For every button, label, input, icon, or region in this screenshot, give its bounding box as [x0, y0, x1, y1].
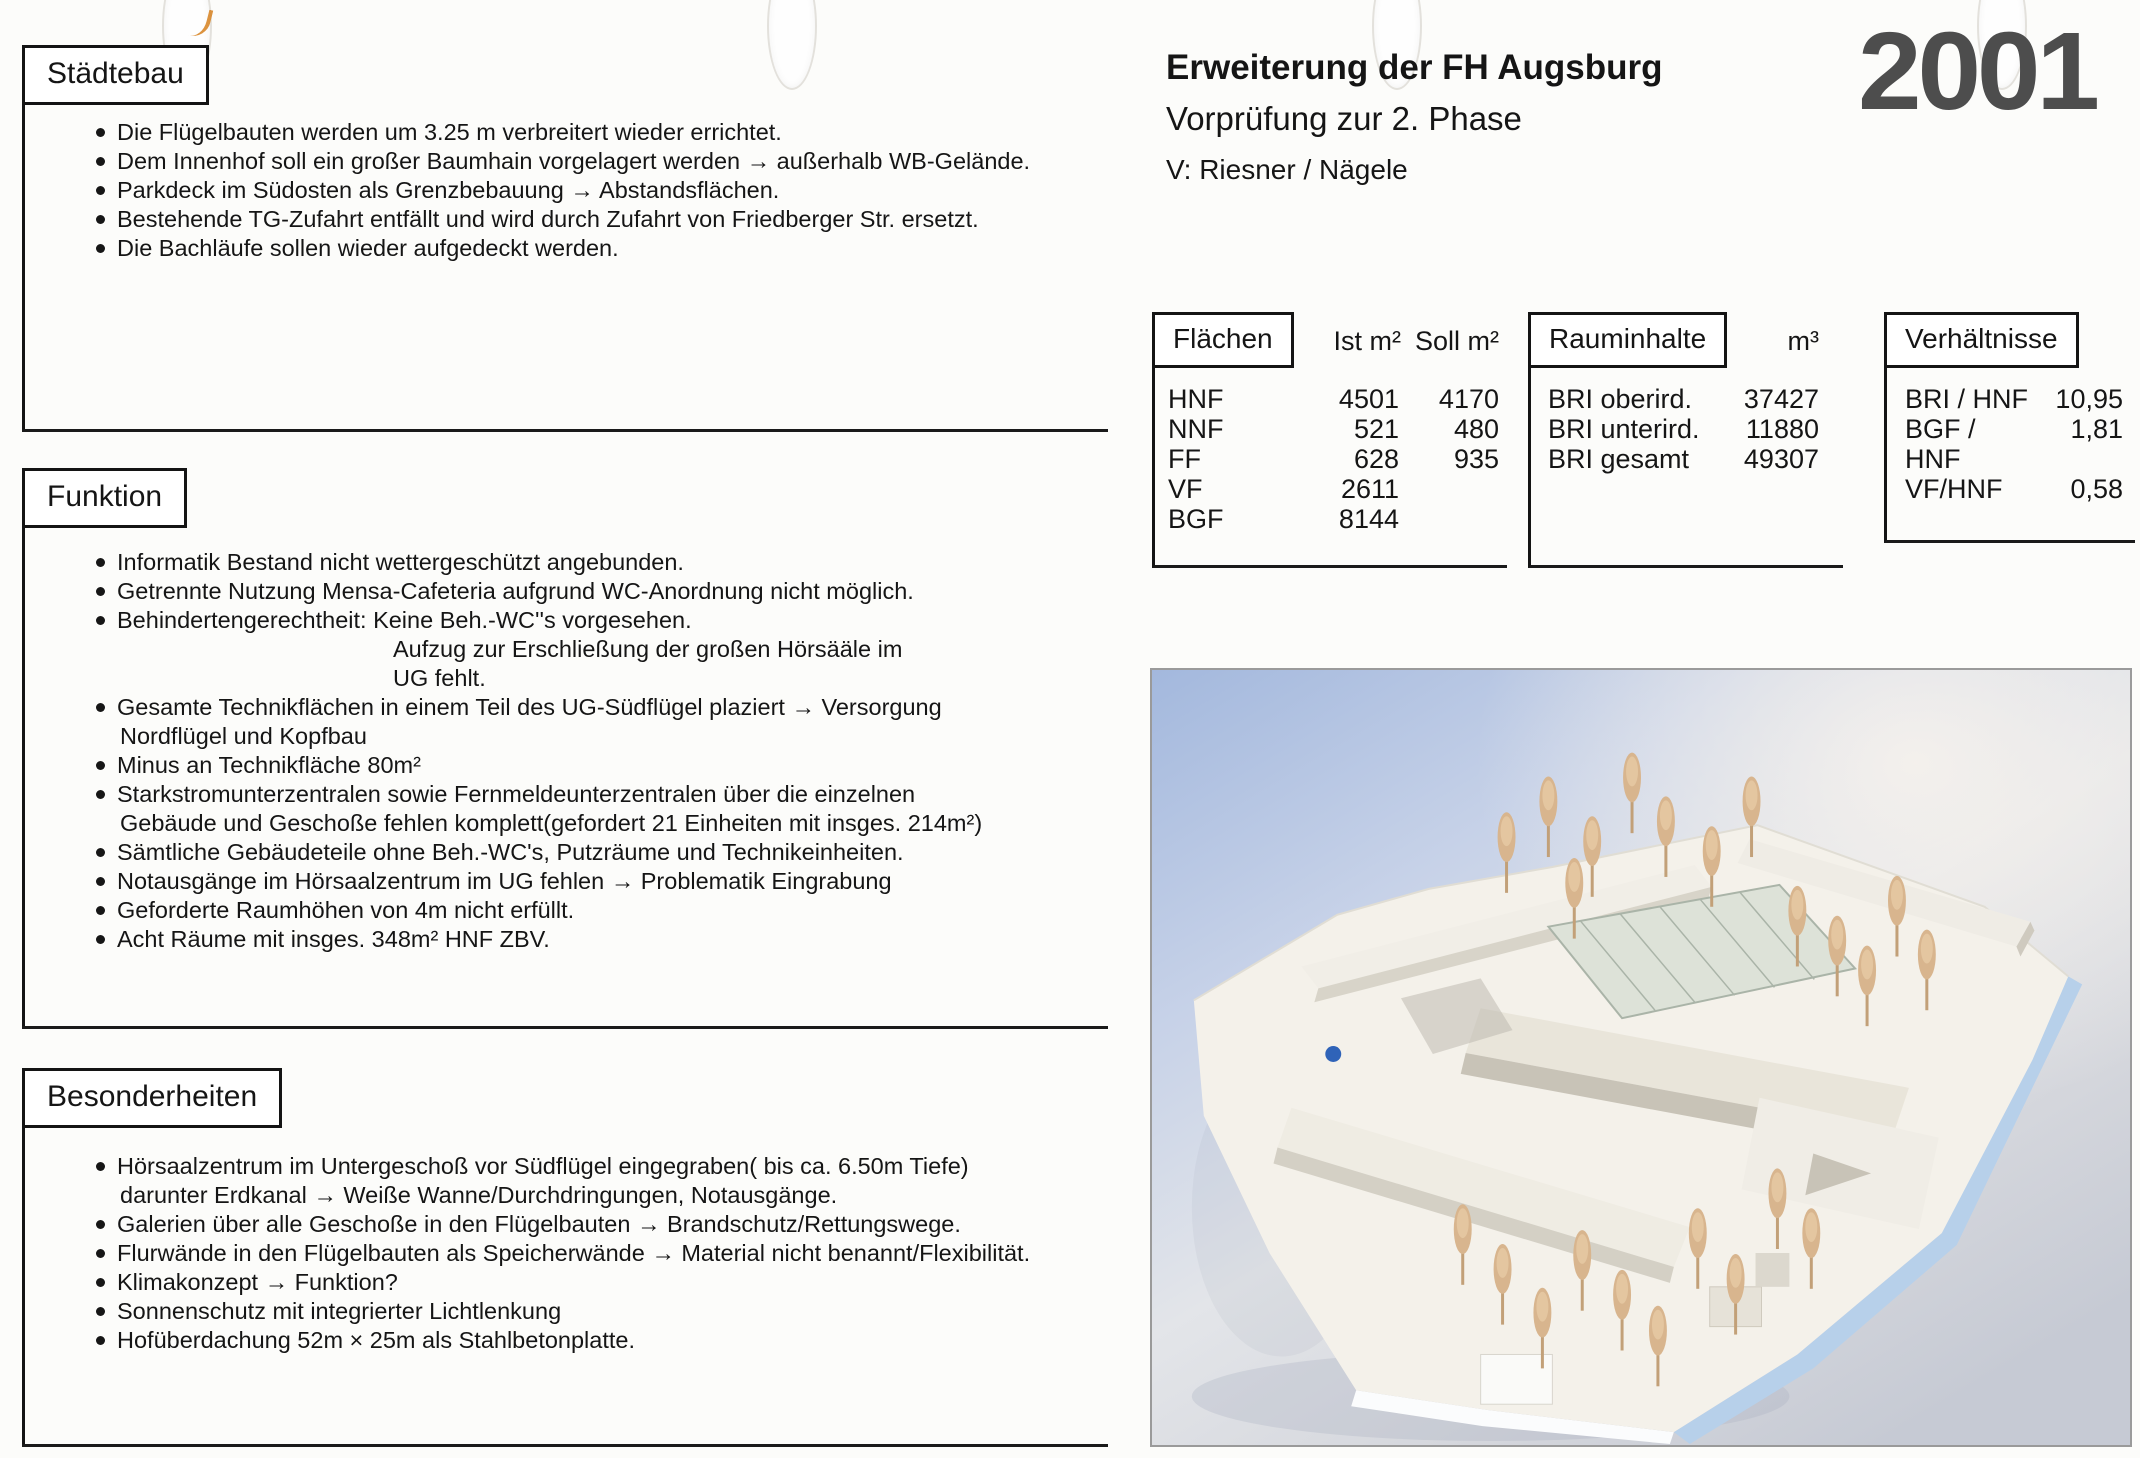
- section-bottom-rule: [22, 429, 1108, 432]
- column-header: Soll m²: [1414, 326, 1499, 356]
- row-label: BGF: [1168, 504, 1224, 534]
- page-subtitle: Vorprüfung zur 2. Phase: [1166, 100, 1522, 137]
- row-label: BGF / HNF: [1905, 414, 1976, 474]
- section-heading-funktion: [22, 468, 187, 528]
- row-label: BRI oberird.: [1548, 384, 1693, 414]
- section-label: Besonderheiten: [47, 1080, 258, 1113]
- table-flaechen-columns: [1295, 326, 1499, 357]
- soll-value: [1399, 504, 1499, 534]
- volume-value: 37427: [1743, 384, 1819, 414]
- volume-value: 11880: [1745, 414, 1819, 444]
- besonderheiten-bullet-list: [96, 1152, 1108, 1355]
- ist-value: 628: [1353, 444, 1399, 474]
- column-header: m³: [1787, 326, 1819, 356]
- bullet-line: Informatik Bestand nicht wettergeschützt angebunden.: [96, 548, 1108, 577]
- bullet-continuation-line: UG fehlt.: [393, 665, 486, 691]
- ratio-value: 10,95: [2055, 384, 2123, 414]
- table-row: [1168, 384, 1507, 414]
- table-row: [1905, 384, 2123, 414]
- bullet-line: Sonnenschutz mit integrierter Lichtlenkung: [96, 1297, 1108, 1326]
- section-left-rule: [22, 525, 25, 1028]
- bullet-continuation-line: Aufzug zur Erschließung der großen Hörsääle im: [393, 636, 903, 662]
- volume-value: 49307: [1743, 444, 1819, 474]
- row-label: BRI / HNF: [1905, 384, 2029, 414]
- column-header: Ist m²: [1333, 326, 1401, 356]
- row-label: HNF: [1168, 384, 1224, 414]
- section-left-rule: [22, 1126, 25, 1446]
- bullet-line: Parkdeck im Südosten als Grenzbebauung → Abstandsflächen.: [96, 176, 1108, 205]
- bullet-line: Klimakonzept → Funktion?: [96, 1268, 1108, 1297]
- section-label: Funktion: [47, 480, 163, 513]
- ratio-value: 0,58: [2070, 474, 2123, 504]
- table-label-text: Rauminhalte: [1549, 323, 1707, 354]
- table-verhaeltnisse-label: [1884, 312, 2079, 368]
- model-photo: [1150, 668, 2132, 1447]
- bullet-line: Hofüberdachung 52m × 25m als Stahlbetonplatte.: [96, 1326, 1108, 1355]
- table-flaechen-label: [1152, 312, 1294, 368]
- section-heading-besonderheiten: [22, 1068, 282, 1128]
- funktion-bullet-list: [96, 548, 1108, 954]
- table-row: [1168, 474, 1507, 504]
- ist-value: 521: [1353, 414, 1399, 444]
- table-verhaeltnisse-rows: [1887, 384, 2135, 504]
- blue-marker-dot: [1325, 1046, 1341, 1062]
- reviewer-names: V: Riesner / Nägele: [1166, 154, 1408, 185]
- ratio-value: 1,81: [2070, 414, 2123, 444]
- year-stamp: 2001: [1858, 10, 2096, 133]
- row-label: NNF: [1168, 414, 1224, 444]
- row-label: BRI unterird.: [1548, 414, 1700, 444]
- section-left-rule: [22, 100, 25, 432]
- ist-value: 2611: [1340, 474, 1399, 504]
- soll-value: 480: [1453, 414, 1499, 444]
- row-label: VF/HNF: [1905, 474, 2003, 504]
- bullet-line: Sämtliche Gebäudeteile ohne Beh.-WC's, Putzräume und Technikeinheiten.: [96, 838, 1108, 867]
- bullet-line: Acht Räume mit insges. 348m² HNF ZBV.: [96, 925, 1108, 954]
- table-row: [1168, 444, 1507, 474]
- table-row: [1548, 414, 1819, 444]
- bullet-line: Gesamte Technikflächen in einem Teil des UG-Südflügel plaziert → Versorgung: [96, 693, 1108, 722]
- bullet-line: Getrennte Nutzung Mensa-Cafeteria aufgrund WC-Anordnung nicht möglich.: [96, 577, 1108, 606]
- bullet-continuation-line: Nordflügel und Kopfbau: [120, 723, 367, 749]
- ist-value: 4501: [1338, 384, 1399, 414]
- bullet-continuation-line: darunter Erdkanal → Weiße Wanne/Durchdringungen, Notausgänge.: [120, 1182, 838, 1208]
- table-rauminhalte-label: [1528, 312, 1727, 368]
- punch-hole-icon: [767, 0, 817, 90]
- section-bottom-rule: [22, 1026, 1108, 1029]
- bullet-line: Behindertengerechtheit: Keine Beh.-WC''s vorgesehen.: [96, 606, 1108, 635]
- ist-value: 8144: [1338, 504, 1399, 534]
- table-verhaeltnisse: [1884, 312, 2135, 543]
- bullet-line: Die Flügelbauten werden um 3.25 m verbreitert wieder errichtet.: [96, 118, 1108, 147]
- bullet-line: Bestehende TG-Zufahrt entfällt und wird durch Zufahrt von Friedberger Str. ersetzt.: [96, 205, 1108, 234]
- table-label-text: Verhältnisse: [1905, 323, 2058, 354]
- bullet-line: Die Bachläufe sollen wieder aufgedeckt werden.: [96, 234, 1108, 263]
- row-label: BRI gesamt: [1548, 444, 1690, 474]
- row-label: VF: [1168, 474, 1203, 504]
- table-row: [1168, 414, 1507, 444]
- bullet-line: Dem Innenhof soll ein großer Baumhain vorgelagert werden → außerhalb WB-Gelände.: [96, 147, 1108, 176]
- model-photo-illustration: [1152, 670, 2130, 1445]
- table-row: [1168, 504, 1507, 534]
- bullet-line: Galerien über alle Geschoße in den Flügelbauten → Brandschutz/Rettungswege.: [96, 1210, 1108, 1239]
- bullet-line: Hörsaalzentrum im Untergeschoß vor Südflügel eingegraben( bis ca. 6.50m Tiefe): [96, 1152, 1108, 1181]
- row-label: FF: [1168, 444, 1201, 474]
- bullet-line: Geforderte Raumhöhen von 4m nicht erfüllt.: [96, 896, 1108, 925]
- table-rauminhalte-rows: [1531, 384, 1843, 474]
- table-rauminhalte-unit: [1788, 326, 1819, 357]
- table-label-text: Flächen: [1173, 323, 1273, 354]
- staedtebau-bullet-list: [96, 118, 1108, 263]
- table-flaechen: [1152, 312, 1507, 568]
- section-heading-staedtebau: [22, 45, 209, 105]
- soll-value: 935: [1453, 444, 1499, 474]
- page-title: Erweiterung der FH Augsburg: [1166, 48, 1663, 87]
- table-flaechen-rows: [1155, 384, 1507, 534]
- bullet-line: Notausgänge im Hörsaalzentrum im UG fehlen → Problematik Eingrabung: [96, 867, 1108, 896]
- soll-value: 4170: [1438, 384, 1499, 414]
- bullet-continuation-line: Gebäude und Geschoße fehlen komplett(gefordert 21 Einheiten mit insges. 214m²): [120, 810, 983, 836]
- bullet-line: Starkstromunterzentralen sowie Fernmeldeunterzentralen über die einzelnen: [96, 780, 1108, 809]
- section-label: Städtebau: [47, 57, 184, 90]
- table-rauminhalte: [1528, 312, 1843, 568]
- table-row: [1548, 384, 1819, 414]
- table-row: [1905, 414, 2123, 474]
- section-bottom-rule: [22, 1444, 1108, 1447]
- table-row: [1905, 474, 2123, 504]
- bullet-line: Minus an Technikfläche 80m²: [96, 751, 1108, 780]
- soll-value: [1399, 474, 1499, 504]
- bullet-line: Flurwände in den Flügelbauten als Speicherwände → Material nicht benannt/Flexibilität.: [96, 1239, 1108, 1268]
- table-row: [1548, 444, 1819, 474]
